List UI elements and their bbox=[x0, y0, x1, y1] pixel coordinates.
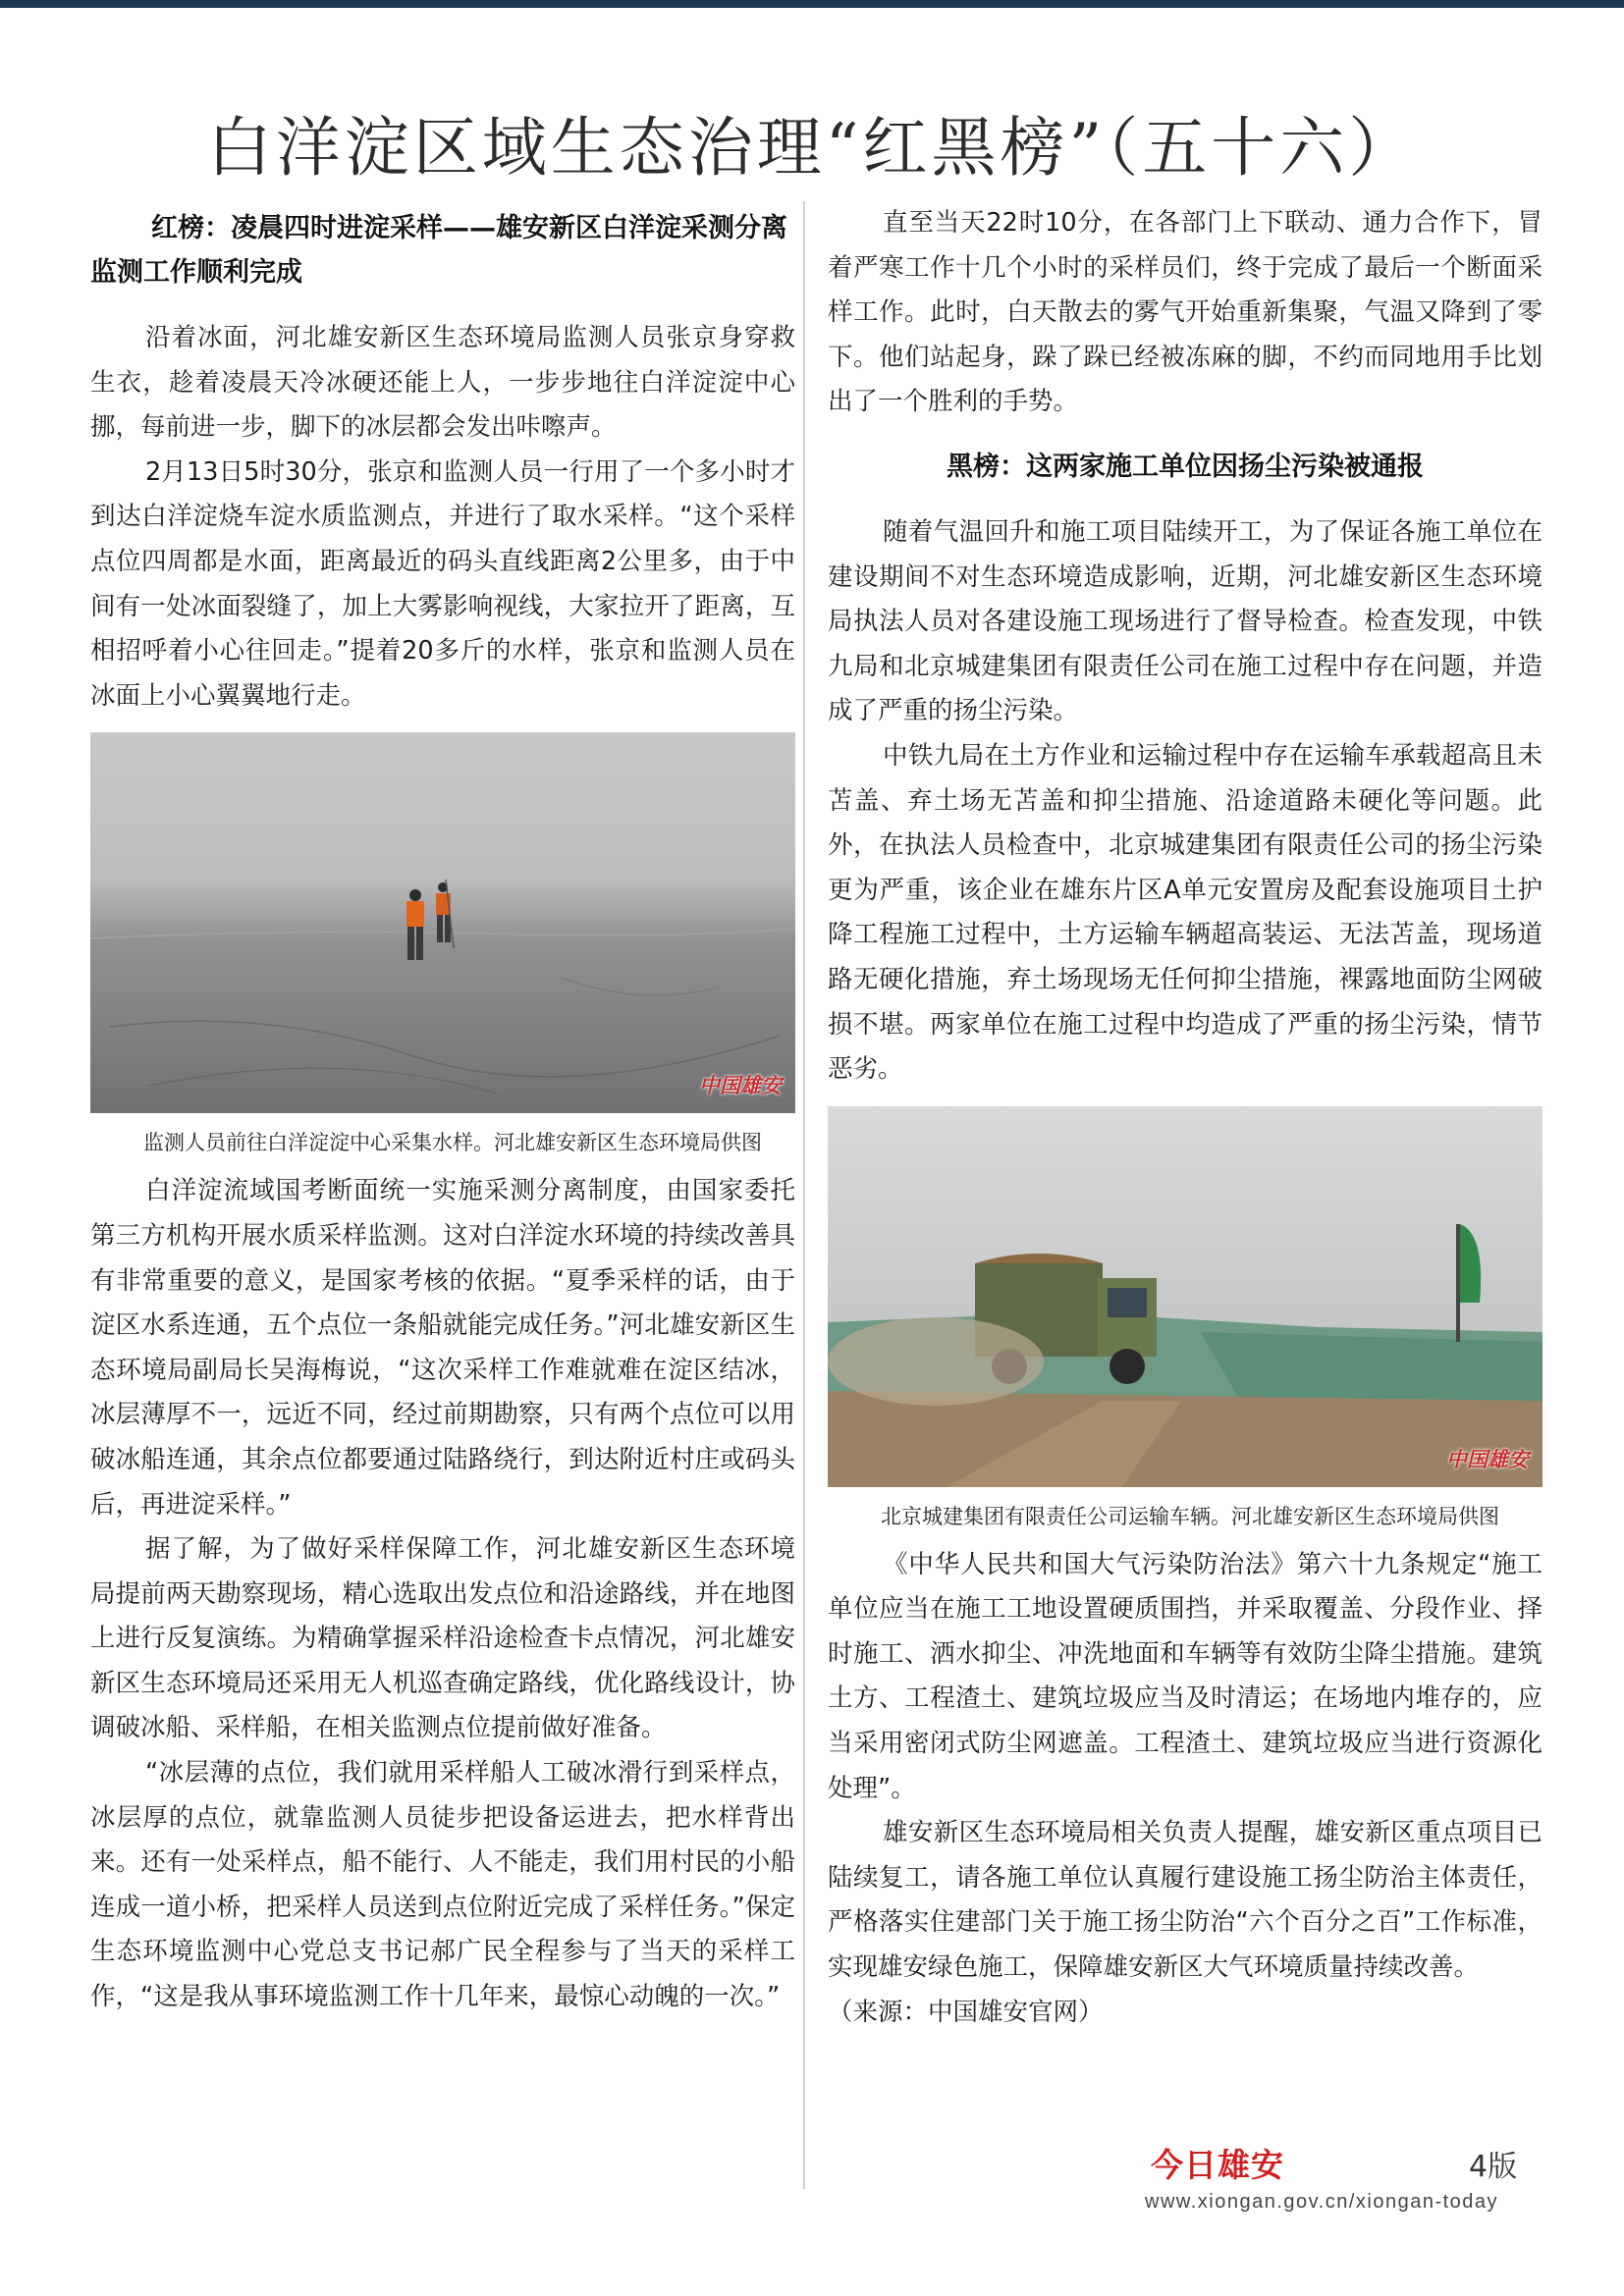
column-divider bbox=[803, 201, 805, 2189]
left-paragraph-5: “冰层薄的点位，我们就用采样船人工破冰滑行到采样点，冰层厚的点位，就靠监测人员徒步把设备运进去，把水样背出来。还有一处采样点，船不能行、人不能走，我们用村民的小船连成一道小桥，把采样人员送到点位附近完成了采样任务。”保定生态环境监测中心党总支书记郝广民全程参与了当天的采样工作，“这是我从事环境监测工作十几年来，最惊心动魄的一次。” bbox=[90, 1758, 795, 2012]
right-paragraph-2: 随着气温回升和施工项目陆续开工，为了保证各施工单位在建设期间不对生态环境造成影响，近期，河北雄安新区生态环境局执法人员对各建设施工现场进行了督导检查。检查发现，中铁九局和北京城建集团有限责任公司在施工过程中存在问题，并造成了严重的扬尘污染。 bbox=[828, 516, 1543, 726]
right-paragraph-3: 中铁九局在土方作业和运输过程中存在运输车承载超高且未苫盖、弃土场无苫盖和抑尘措施、沿途道路未硬化等问题。此外，在执法人员检查中，北京城建集团有限责任公司的扬尘污染更为严重，该企业在雄东片区A单元安置房及配套设施项目土护降工程施工过程中，土方运输车辆超高装运、无法苫盖，现场道路无硬化措施，弃土场现场无任何抑尘措施，裸露地面防尘网破损不堪。两家单位在施工过程中均造成了严重的扬尘污染，情节恶劣。 bbox=[828, 740, 1543, 1085]
photo-caption-1: 监测人员前往白洋淀淀中心采集水样。河北雄安新区生态环境局供图 bbox=[143, 1131, 762, 1155]
black-list-heading: 黑榜：这两家施工单位因扬尘污染被通报 bbox=[947, 451, 1424, 482]
photo-caption-2: 北京城建集团有限责任公司运输车辆。河北雄安新区生态环境局供图 bbox=[881, 1504, 1499, 1528]
page-title: 白洋淀区域生态治理“红黑榜”（五十六） bbox=[206, 110, 1418, 187]
left-paragraph-1: 沿着冰面，河北雄安新区生态环境局监测人员张京身穿救生衣，趁着凌晨天冷冰硬还能上人，一步步地往白洋淀淀中心挪，每前进一步，脚下的冰层都会发出咔嚓声。 bbox=[90, 323, 795, 443]
newspaper-brand: 今日雄安 bbox=[1151, 2146, 1284, 2184]
footer-url[interactable]: www.xiongan.gov.cn/xiongan-today bbox=[1145, 2191, 1499, 2213]
left-paragraph-4: 据了解，为了做好采样保障工作，河北雄安新区生态环境局提前两天勘察现场，精心选取出发点位和沿途路线，并在地图上进行反复演练。为精确掌握采样沿途检查卡点情况，河北雄安新区生态环境局还采用无人机巡查确定路线，优化路线设计，协调破冰船、采样船，在相关监测点位提前做好准备。 bbox=[90, 1534, 795, 1743]
right-column bbox=[828, 201, 1543, 2035]
right-paragraph-4: 《中华人民共和国大气污染防治法》第六十九条规定“施工单位应当在施工工地设置硬质围挡，并采取覆盖、分段作业、择时施工、洒水抑尘、冲洗地面和车辆等有效防尘降尘措施。建筑土方、工程渣土、建筑垃圾应当及时清运；在场地内堆存的，应当采用密闭式防尘网遮盖。工程渣土、建筑垃圾应当进行资源化处理”。 bbox=[828, 1549, 1543, 1803]
ice-sampling-photo bbox=[90, 732, 795, 1113]
source-credit: （来源：中国雄安官网） bbox=[828, 1997, 1104, 2027]
dust-truck-photo bbox=[828, 1106, 1543, 1487]
photo-watermark: 中国雄安 bbox=[1446, 1446, 1529, 1471]
right-paragraph-1: 直至当天22时10分，在各部门上下联动、通力合作下，冒着严寒工作十几个小时的采样员们，终于完成了最后一个断面采样工作。此时，白天散去的雾气开始重新集聚，气温又降到了零下。他们站起身，跺了跺已经被冻麻的脚，不约而同地用手比划出了一个胜利的手势。 bbox=[828, 208, 1543, 417]
right-paragraph-5: 雄安新区生态环境局相关负责人提醒，雄安新区重点项目已陆续复工，请各施工单位认真履行建设施工扬尘防治主体责任，严格落实住建部门关于施工扬尘防治“六个百分之百”工作标准，实现雄安绿色施工，保障雄安新区大气环境质量持续改善。 bbox=[828, 1818, 1543, 1983]
photo-watermark: 中国雄安 bbox=[699, 1073, 782, 1098]
red-list-heading: 红榜：凌晨四时进淀采样——雄安新区白洋淀采测分离监测工作顺利完成 bbox=[90, 213, 787, 288]
left-paragraph-2: 2月13日5时30分，张京和监测人员一行用了一个多小时才到达白洋淀烧车淀水质监测点，并进行了取水采样。“这个采样点位四周都是水面，距离最近的码头直线距离2公里多，由于中间有一处冰面裂缝了，加上大雾影响视线，大家拉开了距离，互相招呼着小心往回走。”提着20多斤的水样，张京和监测人员在冰面上小心翼翼地行走。 bbox=[90, 456, 795, 711]
top-accent-bar bbox=[0, 0, 1624, 8]
page-number: 4版 bbox=[1469, 2150, 1518, 2184]
left-column bbox=[90, 206, 795, 2020]
left-paragraph-3: 白洋淀流域国考断面统一实施采测分离制度，由国家委托第三方机构开展水质采样监测。这对白洋淀水环境的持续改善具有非常重要的意义，是国家考核的依据。“夏季采样的话，由于淀区水系连通，五个点位一条船就能完成任务。”河北雄安新区生态环境局副局长吴海梅说，“这次采样工作难就难在淀区结冰，冰层薄厚不一，远近不同，经过前期勘察，只有两个点位可以用破冰船连通，其余点位都要通过陆路绕行，到达附近村庄或码头后，再进淀采样。” bbox=[90, 1176, 795, 1520]
